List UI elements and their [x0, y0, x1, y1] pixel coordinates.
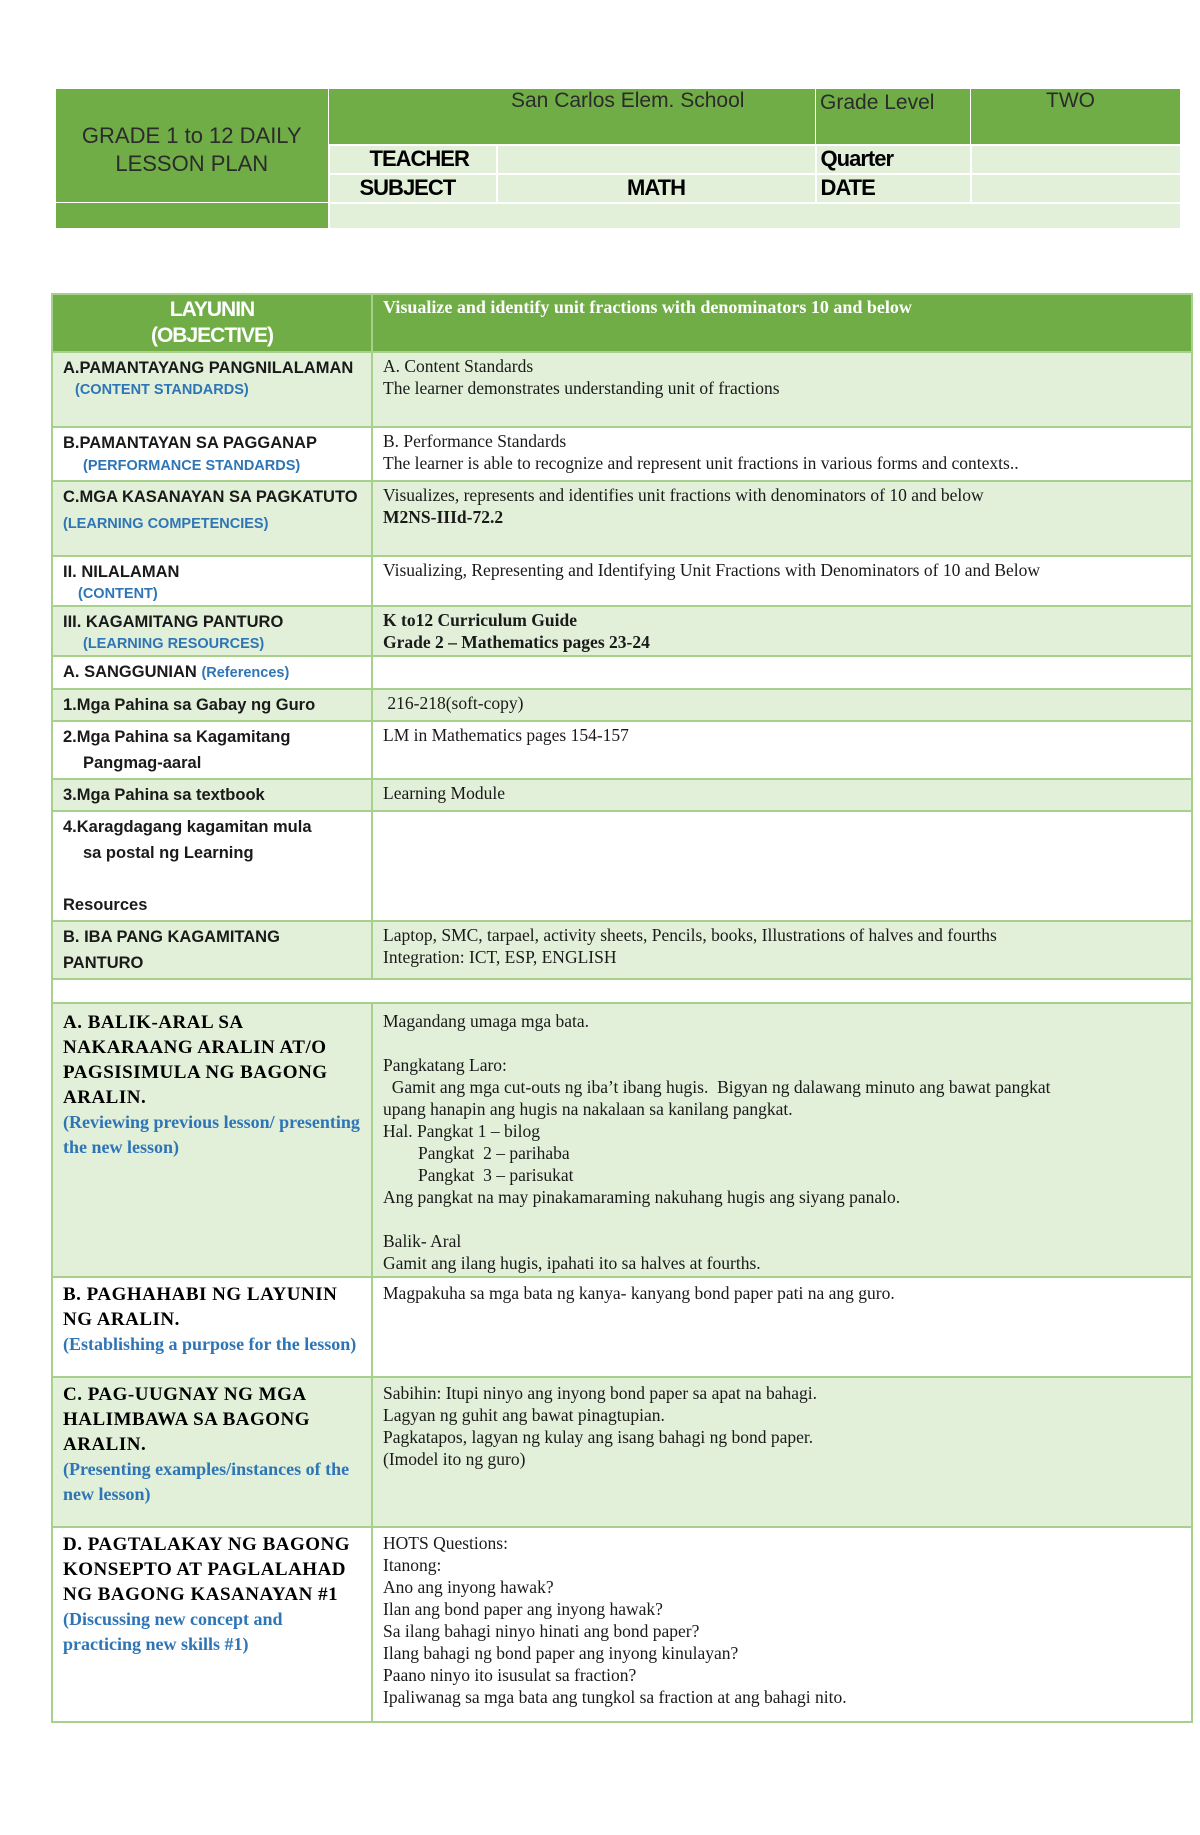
- review-line: Ang pangkat na may pinakamaraming nakuhang hugis ang siyang panalo.: [383, 1187, 901, 1207]
- spacer-cell: [52, 979, 1192, 1003]
- teacher-guide-value: 216-218(soft-copy): [383, 693, 524, 713]
- other-materials-value-cell: [372, 921, 1192, 979]
- header-footer-left: [56, 203, 329, 229]
- examples-label-cell: [52, 1377, 372, 1527]
- teacher-guide-label-cell: [52, 689, 372, 721]
- lesson-plan-table: [51, 293, 1193, 1723]
- learning-competencies-line1: Visualizes, represents and identifies unit fractions with denominators of 10 and below: [383, 485, 984, 505]
- review-line: Pangkatang Laro:: [383, 1055, 507, 1075]
- table-row: [52, 481, 1192, 556]
- grade-level-value: TWO: [971, 89, 1181, 145]
- table-row: [52, 656, 1192, 689]
- discussion-label-cell: [52, 1527, 372, 1722]
- quarter-value[interactable]: [971, 145, 1181, 174]
- date-value[interactable]: [971, 174, 1181, 203]
- teacher-guide-value-cell: [372, 689, 1192, 721]
- review-line: [383, 1032, 1181, 1054]
- grade-level-label: Grade Level: [816, 89, 971, 145]
- discussion-lines: [383, 1532, 1181, 1708]
- discussion-sublabel: (Discussing new concept and practicing new skills #1): [63, 1609, 283, 1654]
- table-row: [52, 779, 1192, 811]
- additional-materials-value: [383, 814, 1181, 836]
- learning-resources-label-cell: [52, 606, 372, 656]
- review-line: upang hanapin ang hugis na nakalaan sa kanilang pangkat.: [383, 1099, 793, 1119]
- learning-resources-line1: K to12 Curriculum Guide: [383, 610, 577, 630]
- purpose-sublabel: (Establishing a purpose for the lesson): [63, 1334, 357, 1354]
- performance-standards-value-cell: [372, 427, 1192, 481]
- examples-line: Lagyan ng guhit ang bawat pinagtupian.: [383, 1405, 665, 1425]
- subject-value: MATH: [497, 174, 816, 203]
- discussion-line: Ilan ang bond paper ang inyong hawak?: [383, 1599, 663, 1619]
- examples-line: Sabihin: Itupi ninyo ang inyong bond paper sa apat na bahagi.: [383, 1383, 818, 1403]
- learner-materials-value: LM in Mathematics pages 154-157: [383, 725, 629, 745]
- review-value-cell: [372, 1003, 1192, 1277]
- subject-label: SUBJECT: [329, 174, 497, 203]
- quarter-label: Quarter: [816, 145, 971, 174]
- table-row: [52, 427, 1192, 481]
- references-label-cell: [52, 656, 372, 689]
- header-table: [55, 88, 1182, 230]
- review-line: Pangkat 2 – parihaba: [383, 1143, 570, 1163]
- table-row: [52, 352, 1192, 427]
- learning-resources-label: III. KAGAMITANG PANTURO: [63, 613, 284, 631]
- objective-label: LAYUNIN: [169, 298, 255, 321]
- spacer-row: [52, 979, 1192, 1003]
- content-standards-line1: A. Content Standards: [383, 356, 534, 376]
- review-line: Hal. Pangkat 1 – bilog: [383, 1121, 540, 1141]
- table-row: [52, 556, 1192, 606]
- header-footer-right: [329, 203, 1181, 229]
- discussion-line: Ilang bahagi ng bond paper ang inyong kinulayan?: [383, 1643, 739, 1663]
- review-line: Gamit ang mga cut-outs ng iba’t ibang hugis. Bigyan ng dalawang minuto ang bawat pangkat: [383, 1077, 1051, 1097]
- content-standards-line2: The learner demonstrates understanding unit of fractions: [383, 378, 780, 398]
- purpose-value: Magpakuha sa mga bata ng kanya- kanyang bond paper pati na ang guro.: [383, 1283, 895, 1303]
- purpose-value-cell: [372, 1277, 1192, 1377]
- references-value-cell: [372, 656, 1192, 689]
- content-label: II. NILALAMAN: [63, 563, 180, 581]
- review-line: Balik- Aral: [383, 1231, 462, 1251]
- learner-materials-label-cell: [52, 721, 372, 779]
- performance-standards-label: B.PAMANTAYAN SA PAGGANAP: [63, 434, 317, 452]
- discussion-line: Ipaliwanag sa mga bata ang tungkol sa fraction at ang bahagi nito.: [383, 1687, 847, 1707]
- learning-competencies-value-cell: [372, 481, 1192, 556]
- content-value: Visualizing, Representing and Identifying Unit Fractions with Denominators of 10 and Below: [383, 560, 1041, 580]
- textbook-label-cell: [52, 779, 372, 811]
- table-row: [52, 1527, 1192, 1722]
- objective-value-cell: [372, 294, 1192, 352]
- objective-label-cell: [52, 294, 372, 352]
- date-label: DATE: [816, 174, 971, 203]
- discussion-line: HOTS Questions:: [383, 1533, 508, 1553]
- other-materials-label: B. IBA PANG KAGAMITANG PANTURO: [63, 928, 280, 972]
- examples-line: (Imodel ito ng guro): [383, 1449, 526, 1469]
- review-line: Gamit ang ilang hugis, ipahati ito sa halves at fourths.: [383, 1253, 761, 1273]
- content-standards-sublabel: (CONTENT STANDARDS): [75, 382, 249, 398]
- learning-competencies-code: M2NS-IIId-72.2: [383, 507, 504, 527]
- references-value: [383, 659, 1181, 681]
- learning-competencies-label: C.MGA KASANAYAN SA PAGKATUTO: [63, 488, 358, 506]
- references-sublabel: (References): [201, 665, 290, 681]
- textbook-value-cell: [372, 779, 1192, 811]
- content-standards-value-cell: [372, 352, 1192, 427]
- table-row: [52, 1003, 1192, 1277]
- learner-materials-label: 2.Mga Pahina sa Kagamitang: [63, 728, 291, 746]
- plan-title: GRADE 1 to 12 DAILY LESSON PLAN: [56, 89, 329, 203]
- review-lines: [383, 1010, 1181, 1274]
- teacher-guide-label: 1.Mga Pahina sa Gabay ng Guro: [63, 696, 316, 714]
- discussion-label: D. PAGTALAKAY NG BAGONG KONSEPTO AT PAGLALAHAD NG BAGONG KASANAYAN #1: [63, 1534, 351, 1605]
- performance-standards-label-cell: [52, 427, 372, 481]
- teacher-value[interactable]: [497, 145, 816, 174]
- table-row: [52, 721, 1192, 779]
- examples-lines: [383, 1382, 1181, 1470]
- textbook-value: Learning Module: [383, 783, 505, 803]
- performance-standards-line1: B. Performance Standards: [383, 431, 567, 451]
- objective-sublabel: (OBJECTIVE): [150, 324, 273, 347]
- additional-materials-label-cell: [52, 811, 372, 921]
- purpose-label-cell: [52, 1277, 372, 1377]
- learning-competencies-label-cell: [52, 481, 372, 556]
- discussion-value-cell: [372, 1527, 1192, 1722]
- examples-value-cell: [372, 1377, 1192, 1527]
- discussion-line: Itanong:: [383, 1555, 442, 1575]
- content-standards-label-cell: [52, 352, 372, 427]
- teacher-label: TEACHER: [329, 145, 497, 174]
- content-value-cell: [372, 556, 1192, 606]
- discussion-line: Sa ilang bahagi ninyo hinati ang bond paper?: [383, 1621, 700, 1641]
- additional-materials-label2: sa postal ng Learning: [83, 844, 254, 862]
- additional-materials-label: 4.Karagdagang kagamitan mula: [63, 818, 312, 836]
- table-row: [52, 606, 1192, 656]
- learner-materials-label2: Pangmag-aaral: [83, 754, 202, 772]
- table-row: [52, 1377, 1192, 1527]
- table-row: [52, 921, 1192, 979]
- content-standards-label: A.PAMANTAYANG PANGNILALAMAN: [63, 359, 354, 377]
- learning-competencies-sublabel: (LEARNING COMPETENCIES): [63, 516, 269, 532]
- learner-materials-value-cell: [372, 721, 1192, 779]
- content-sublabel: (CONTENT): [78, 586, 158, 602]
- table-row: [52, 811, 1192, 921]
- textbook-label: 3.Mga Pahina sa textbook: [63, 786, 265, 804]
- review-label: A. BALIK-ARAL SA NAKARAANG ARALIN AT/O PAGSISIMULA NG BAGONG ARALIN.: [63, 1012, 328, 1108]
- other-materials-line2: Integration: ICT, ESP, ENGLISH: [383, 947, 617, 967]
- performance-standards-line2: The learner is able to recognize and represent unit fractions in various forms and contexts..: [383, 453, 1019, 473]
- learning-resources-sublabel: (LEARNING RESOURCES): [83, 636, 265, 652]
- table-row: [52, 1277, 1192, 1377]
- review-line: [383, 1208, 1181, 1230]
- references-label: A. SANGGUNIAN: [63, 663, 197, 681]
- discussion-line: Ano ang inyong hawak?: [383, 1577, 554, 1597]
- discussion-line: Paano ninyo ito isusulat sa fraction?: [383, 1665, 637, 1685]
- additional-materials-value-cell: [372, 811, 1192, 921]
- performance-standards-sublabel: (PERFORMANCE STANDARDS): [83, 458, 301, 474]
- examples-sublabel: (Presenting examples/instances of the new lesson): [63, 1459, 350, 1504]
- purpose-label: B. PAGHAHABI NG LAYUNIN NG ARALIN.: [63, 1284, 338, 1330]
- other-materials-line1: Laptop, SMC, tarpael, activity sheets, Pencils, books, Illustrations of halves and fourths: [383, 925, 997, 945]
- content-label-cell: [52, 556, 372, 606]
- school-name: San Carlos Elem. School: [329, 89, 816, 145]
- review-line: Pangkat 3 – parisukat: [383, 1165, 574, 1185]
- objective-value: Visualize and identify unit fractions with denominators 10 and below: [383, 297, 912, 317]
- review-line: Magandang umaga mga bata.: [383, 1011, 590, 1031]
- other-materials-label-cell: [52, 921, 372, 979]
- examples-label: C. PAG-UUGNAY NG MGA HALIMBAWA SA BAGONG ARALIN.: [63, 1384, 311, 1455]
- additional-materials-label3: Resources: [63, 896, 148, 914]
- table-row: [52, 689, 1192, 721]
- review-label-cell: [52, 1003, 372, 1277]
- review-sublabel: (Reviewing previous lesson/ presenting the new lesson): [63, 1112, 360, 1157]
- learning-resources-value-cell: [372, 606, 1192, 656]
- learning-resources-line2: Grade 2 – Mathematics pages 23-24: [383, 632, 650, 652]
- examples-line: Pagkatapos, lagyan ng kulay ang isang bahagi ng bond paper.: [383, 1427, 814, 1447]
